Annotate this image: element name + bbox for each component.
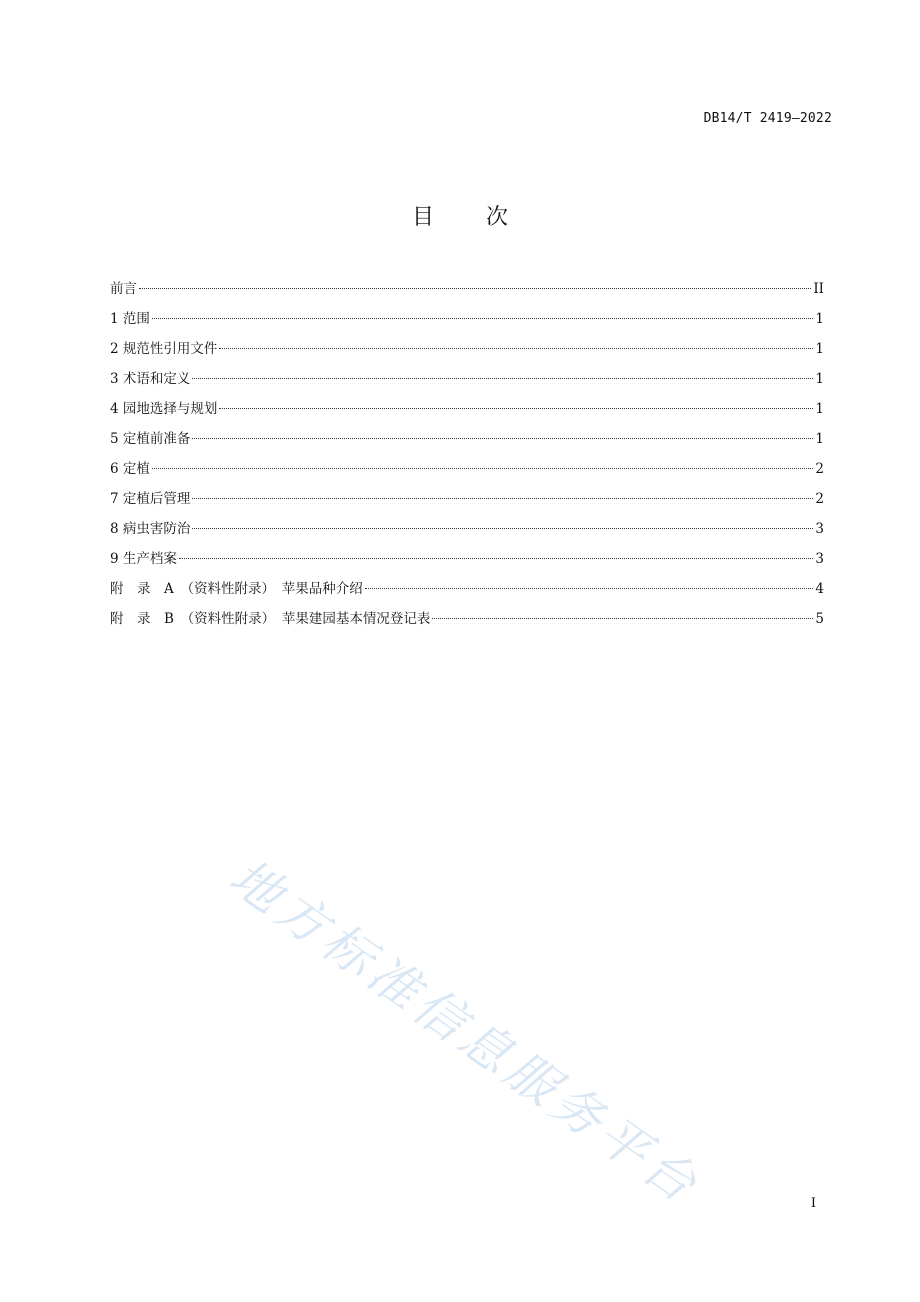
toc-entry-pest-control[interactable] <box>110 518 824 548</box>
toc-leader-dots <box>139 288 811 289</box>
toc-leader-dots <box>219 348 813 349</box>
toc-leader-dots <box>152 318 814 319</box>
toc-entry-production-records[interactable] <box>110 548 824 578</box>
toc-entry-normative-references[interactable] <box>110 338 824 368</box>
toc-entry-page: 3 <box>815 521 824 537</box>
toc-entry-page: 1 <box>815 311 824 327</box>
toc-entry-foreword[interactable] <box>110 278 824 308</box>
toc-entry-page: 1 <box>815 371 824 387</box>
table-of-contents <box>110 278 824 638</box>
toc-entry-appendix-b[interactable] <box>110 608 824 638</box>
page-title: 目次 <box>411 205 560 230</box>
toc-entry-label: 附 录 B （资料性附录） 苹果建园基本情况登记表 <box>110 611 431 627</box>
toc-entry-label: 附 录 A （资料性附录） 苹果品种介绍 <box>110 581 363 597</box>
toc-leader-dots <box>192 528 813 529</box>
toc-entry-site-selection[interactable] <box>110 398 824 428</box>
toc-entry-label: 3 术语和定义 <box>110 371 191 387</box>
toc-leader-dots <box>192 378 813 379</box>
toc-entry-page: 1 <box>815 431 824 447</box>
toc-entry-label: 前言 <box>110 281 137 297</box>
toc-entry-appendix-a[interactable] <box>110 578 824 608</box>
toc-entry-page: 3 <box>815 551 824 567</box>
toc-leader-dots <box>192 438 813 439</box>
toc-entry-label: 4 园地选择与规划 <box>110 401 218 417</box>
toc-leader-dots <box>219 408 813 409</box>
watermark: 地方标准信息服务平台 <box>219 847 712 1217</box>
toc-entry-planting[interactable] <box>110 458 824 488</box>
toc-entry-page: 1 <box>815 401 824 417</box>
toc-leader-dots <box>179 558 814 559</box>
toc-entry-scope[interactable] <box>110 308 824 338</box>
toc-entry-page: 2 <box>815 491 824 507</box>
toc-leader-dots <box>152 468 814 469</box>
toc-entry-label: 2 规范性引用文件 <box>110 341 218 357</box>
toc-entry-page: 2 <box>815 461 824 477</box>
toc-entry-page: 5 <box>815 611 824 627</box>
toc-entry-label: 6 定植 <box>110 461 150 477</box>
toc-entry-terms-definitions[interactable] <box>110 368 824 398</box>
toc-entry-page: II <box>813 281 824 297</box>
toc-entry-label: 7 定植后管理 <box>110 491 191 507</box>
toc-entry-label: 1 范围 <box>110 311 150 327</box>
toc-entry-label: 9 生产档案 <box>110 551 177 567</box>
toc-entry-post-planting[interactable] <box>110 488 824 518</box>
document-code: DB14/T 2419—2022 <box>703 111 832 126</box>
toc-leader-dots <box>432 618 813 619</box>
toc-leader-dots <box>365 588 814 589</box>
page-number: I <box>810 1196 816 1211</box>
toc-entry-label: 5 定植前准备 <box>110 431 191 447</box>
toc-leader-dots <box>192 498 813 499</box>
toc-entry-pre-planting[interactable] <box>110 428 824 458</box>
toc-entry-page: 1 <box>815 341 824 357</box>
toc-entry-label: 8 病虫害防治 <box>110 521 191 537</box>
toc-entry-page: 4 <box>815 581 824 597</box>
